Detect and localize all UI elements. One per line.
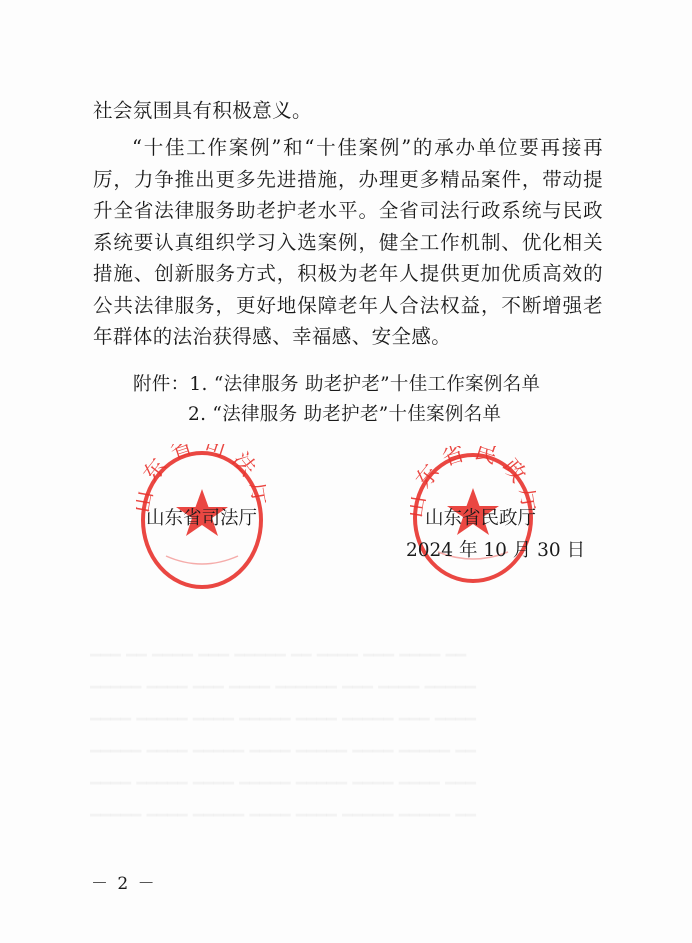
- bleed-through-texture: ━━━━ ━━━━━ ━━━━ ━━━━━ ━━━━━ ━━━━ ━━━━ ━━━: [90, 774, 476, 794]
- signature-justice-department: 山东省司法厅: [146, 508, 258, 529]
- attachment-line-1: 附件：1. “法律服务 助老护老”十佳工作案例名单: [133, 374, 541, 395]
- svg-text:山东省民政厅: 东省民政: [411, 446, 535, 493]
- bleed-through-texture: ━━━━━ ━━━━ ━━━━━ ━━━━ ━━━━ ━━━━━ ━━━━━ ━━: [90, 806, 476, 826]
- signature-civil-affairs-department: 山东省民政厅: [425, 508, 537, 529]
- bleed-through-texture: ━━━━━ ━━━━ ━━━━━ ━━━━ ━━━━━ ━━━━ ━━━━━ ━━: [90, 742, 476, 762]
- body-paragraph-1: 社会氛围具有积极意义。: [93, 99, 312, 122]
- page-number: － 2 －: [91, 874, 157, 894]
- bleed-through-texture: ━━━━ ━━━━━ ━━━━ ━━━━━ ━━━━ ━━━━━ ━━━ ━━━━: [90, 710, 476, 730]
- body-paragraph-2: “十佳工作案例”和“十佳案例”的承办单位要再接再厉，力争推出更多先进措施，办理更多精品案件，带动提升全省法律服务助老护老水平。全省司法行政系统与民政系统要认真组织学习入选案例，健全工作机制、优化相关措施、创新服务方式，积极为老年人提供更加优质高效的公共法律服务，更好地保障老年人合法权益，不断增强老年群体的法治获得感、幸福感、安全感。: [93, 136, 603, 348]
- svg-text:山东省司法厅: 东省司法: [138, 444, 266, 488]
- attachment-line-2: 2. “法律服务 助老护老”十佳案例名单: [188, 404, 502, 425]
- issue-date: 2024 年 10 月 30 日: [406, 540, 586, 561]
- bleed-through-texture: ━━━━━ ━━━━ ━━━ ━━━━ ━━━━━━ ━━━ ━━━━ ━━━━━: [90, 678, 476, 698]
- bleed-through-texture: ━━━ ━━ ━━━━ ━━━ ━━━━━ ━━ ━━━━ ━━━ ━━━━ ━━: [90, 646, 467, 666]
